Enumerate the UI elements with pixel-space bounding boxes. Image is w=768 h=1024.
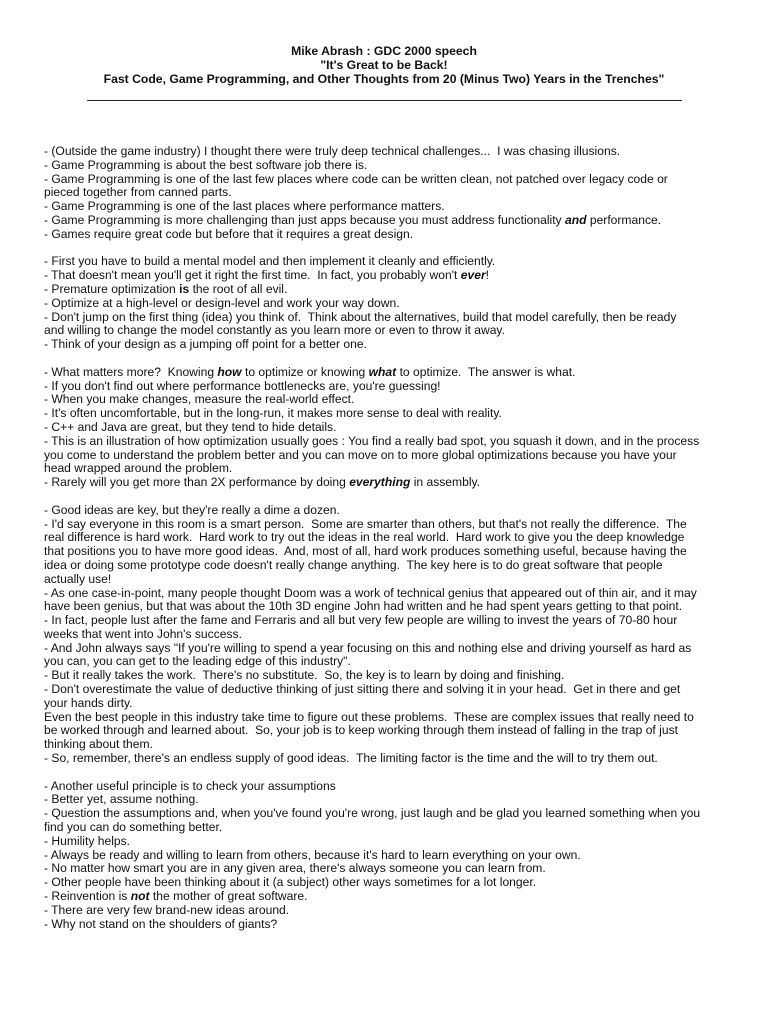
text-line (44, 518, 734, 532)
emphasis-bold-italic: what (368, 364, 397, 379)
text-line (44, 849, 734, 863)
text-segment: weeks that went into John's success. (44, 626, 242, 641)
text-segment: idea or doing some prototype code doesn't really change anything. The key here is to do great software that people (44, 557, 663, 572)
text-line (44, 724, 734, 738)
text-line (44, 807, 734, 821)
text-line (44, 421, 734, 435)
emphasis-bold-italic: everything (349, 475, 411, 490)
text-line (44, 600, 734, 614)
text-line (44, 738, 734, 752)
paragraph (44, 255, 734, 352)
paragraph (44, 366, 734, 490)
text-segment: - That doesn't mean you'll get it right the first time. In fact, you probably won't (44, 268, 461, 283)
text-segment: - Better yet, assume nothing. (44, 792, 199, 807)
text-line (44, 186, 734, 200)
text-segment: - Humility helps. (44, 833, 131, 848)
text-line (44, 407, 734, 421)
text-segment: - Don't overestimate the value of deductive thinking of just sitting there and solving it in your head. Get in there and get (44, 682, 681, 697)
text-line (44, 559, 734, 573)
header-line-3: Fast Code, Game Programming, and Other Thoughts from 20 (Minus Two) Years in the Trenches" (103, 72, 665, 86)
text-segment: - If you don't find out where performance bottlenecks are, you're guessing! (44, 378, 441, 393)
text-segment: have been genius, but that was about the 10th 3D engine John had written and he had spent years getting to that point. (44, 599, 683, 614)
text-segment: and willing to change the model constantly as you learn more or even to throw it away. (44, 323, 505, 338)
text-segment: - It's often uncomfortable, but in the long-run, it makes more sense to deal with reality. (44, 406, 502, 421)
text-line (44, 435, 734, 449)
text-segment: - When you make changes, measure the real-world effect. (44, 392, 355, 407)
text-segment: - Rarely will you get more than 2X performance by doing (44, 475, 350, 490)
text-line (44, 835, 734, 849)
text-line (44, 214, 734, 228)
text-line (44, 697, 734, 711)
text-segment: - First you have to build a mental model and then implement it cleanly and efficiently. (44, 254, 496, 269)
text-segment: be worked through and learned about. So, your job is to keep working through them instead of falling in the trap of just (44, 723, 678, 738)
text-line (44, 904, 734, 918)
text-line (44, 876, 734, 890)
text-line (44, 793, 734, 807)
text-line (44, 449, 734, 463)
document-body (44, 145, 734, 945)
text-segment: - Always be ready and willing to learn from others, because it's hard to learn everything on your own. (44, 847, 581, 862)
text-segment: in assembly. (410, 475, 481, 490)
text-segment: your hands dirty. (44, 695, 133, 710)
text-segment: - As one case-in-point, many people thought Doom was a work of technical genius that appeared out of thin air, and it may (44, 585, 697, 600)
text-segment: - Games require great code but before that it requires a great design. (44, 226, 414, 241)
text-segment: - Why not stand on the shoulders of giants? (44, 916, 278, 931)
text-line (44, 366, 734, 380)
text-line (44, 338, 734, 352)
text-line (44, 918, 734, 932)
text-line (44, 228, 734, 242)
text-segment: you come to understand the problem better and you can move on to more global optimizations because you have your (44, 447, 677, 462)
text-segment: to optimize. The answer is what. (396, 364, 576, 379)
text-line (44, 311, 734, 325)
text-segment: that positions you to have more good ideas. And, most of all, hard work produces something useful, because having the (44, 544, 687, 559)
text-line (44, 255, 734, 269)
text-segment: - Don't jump on the first thing (idea) you think of. Think about the alternatives, build that model carefully, then be ready (44, 309, 677, 324)
document-header (44, 44, 724, 86)
text-segment: real difference is hard work. Hard work to try out the ideas in the real world. Hard work to give you the deep knowledge (44, 530, 685, 545)
text-line (44, 642, 734, 656)
text-line (44, 531, 734, 545)
text-segment: - C++ and Java are great, but they tend to hide details. (44, 419, 337, 434)
paragraph (44, 504, 734, 766)
text-line (44, 683, 734, 697)
text-segment: you can, you can get to the leading edge of this industry". (44, 654, 351, 669)
text-line (44, 476, 734, 490)
header-line-2: "It's Great to be Back! (320, 58, 448, 72)
text-segment: the mother of great software. (149, 889, 308, 904)
text-line (44, 200, 734, 214)
text-line (44, 614, 734, 628)
paragraph (44, 145, 734, 242)
text-segment: - Another useful principle is to check your assumptions (44, 778, 336, 793)
emphasis-bold: is (179, 281, 190, 296)
text-segment: - Question the assumptions and, when you've found you're wrong, just laugh and be glad you learned something when you (44, 806, 701, 821)
text-segment: - There are very few brand-new ideas around. (44, 902, 290, 917)
text-segment: - What matters more? Knowing (44, 364, 218, 379)
text-line (44, 504, 734, 518)
text-segment: - This is an illustration of how optimization usually goes : You find a really bad spot, you squash it down, and in the process (44, 433, 700, 448)
text-segment: the root of all evil. (189, 281, 288, 296)
text-segment: - And John always says "If you're willing to spend a year focusing on this and nothing else and driving yourself as hard as (44, 640, 692, 655)
text-segment: - No matter how smart you are in any given area, there's always someone you can learn from. (44, 861, 546, 876)
text-segment: - But it really takes the work. There's no substitute. So, the key is to learn by doing and finishing. (44, 668, 565, 683)
text-line (44, 545, 734, 559)
text-segment: pieced together from canned parts. (44, 185, 232, 200)
text-line (44, 145, 734, 159)
text-segment: - Game Programming is one of the last places where performance matters. (44, 199, 445, 214)
emphasis-bold-italic: and (564, 212, 587, 227)
header-divider (87, 100, 682, 101)
text-segment: - Game Programming is about the best software job there is. (44, 157, 368, 172)
text-segment: to optimize or knowing (241, 364, 369, 379)
text-line (44, 780, 734, 794)
text-segment: - In fact, people lust after the fame and Ferraris and all but very few people are willing to invest the years of 70-80 hour (44, 613, 678, 628)
text-segment: - Reinvention is (44, 889, 131, 904)
text-line (44, 297, 734, 311)
text-line (44, 283, 734, 297)
text-line (44, 752, 734, 766)
text-line (44, 587, 734, 601)
text-line (44, 862, 734, 876)
paragraph (44, 780, 734, 932)
text-line (44, 573, 734, 587)
text-line (44, 173, 734, 187)
text-line (44, 380, 734, 394)
text-line (44, 711, 734, 725)
text-line (44, 324, 734, 338)
text-segment: head wrapped around the problem. (44, 461, 233, 476)
text-line (44, 821, 734, 835)
header-line-1: Mike Abrash : GDC 2000 speech (291, 44, 477, 58)
text-segment: - Premature optimization (44, 281, 180, 296)
text-segment: Even the best people in this industry take time to figure out these problems. These are complex issues that really need to (44, 709, 694, 724)
text-line (44, 628, 734, 642)
text-segment: ! (485, 268, 490, 283)
text-line (44, 393, 734, 407)
text-segment: thinking about them. (44, 737, 153, 752)
text-segment: find you can do something better. (44, 820, 223, 835)
text-line (44, 462, 734, 476)
text-line (44, 269, 734, 283)
text-line (44, 655, 734, 669)
text-segment: performance. (586, 212, 662, 227)
text-segment: - Optimize at a high-level or design-level and work your way down. (44, 295, 400, 310)
text-segment: - Think of your design as a jumping off point for a better one. (44, 337, 367, 352)
text-segment: actually use! (44, 571, 112, 586)
text-line (44, 159, 734, 173)
text-segment: - Good ideas are key, but they're really a dime a dozen. (44, 502, 340, 517)
text-segment: - Game Programming is more challenging than just apps because you must address functionality (44, 212, 565, 227)
emphasis-bold-italic: how (217, 364, 242, 379)
emphasis-bold-italic: not (130, 889, 150, 904)
text-segment: - Game Programming is one of the last few places where code can be written clean, not patched over legacy code or (44, 171, 668, 186)
text-line (44, 890, 734, 904)
emphasis-bold-italic: ever (460, 268, 486, 283)
text-line (44, 669, 734, 683)
text-segment: - So, remember, there's an endless supply of good ideas. The limiting factor is the time and the will to try them out. (44, 751, 658, 766)
text-segment: - (Outside the game industry) I thought there were truly deep technical challenges... I was chasing illusions. (44, 144, 621, 158)
text-segment: - I'd say everyone in this room is a smart person. Some are smarter than others, but that's not really the difference. The (44, 516, 687, 531)
text-segment: - Other people have been thinking about it (a subject) other ways sometimes for a lot longer. (44, 875, 537, 890)
